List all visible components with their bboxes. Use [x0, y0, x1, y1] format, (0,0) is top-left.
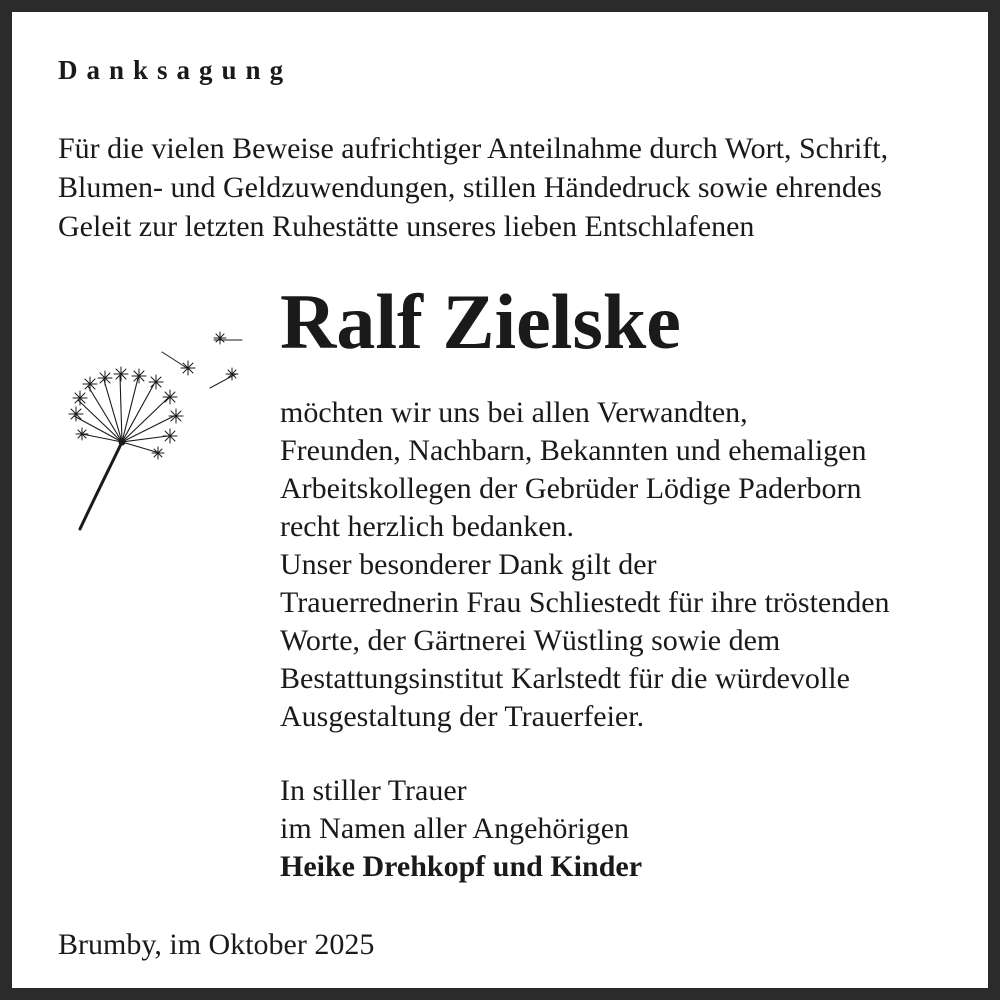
- thanks-line: Bestattungsinstitut Karlstedt für die würdevolle: [280, 662, 850, 695]
- thanks-line: Arbeitskollegen der Gebrüder Lödige Paderborn: [280, 472, 862, 505]
- intro-line: Geleit zur letzten Ruhestätte unseres lieben Entschlafenen: [58, 210, 755, 243]
- notice-heading: Danksagung: [58, 55, 293, 85]
- thanks-line: Trauerrednerin Frau Schliestedt für ihre tröstenden: [280, 586, 890, 619]
- thanks-line: Freunden, Nachbarn, Bekannten und ehemaligen: [280, 434, 867, 467]
- signer-name: Heike Drehkopf und Kinder: [280, 850, 643, 883]
- thanks-line: Worte, der Gärtnerei Wüstling sowie dem: [280, 624, 781, 657]
- intro-line: Für die vielen Beweise aufrichtiger Anteilnahme durch Wort, Schrift,: [58, 132, 889, 165]
- closing-block: [280, 772, 642, 886]
- closing-line: im Namen aller Angehörigen: [280, 812, 630, 845]
- intro-paragraph: [58, 129, 988, 246]
- deceased-name: Ralf Zielske: [280, 278, 681, 365]
- intro-line: Blumen- und Geldzuwendungen, stillen Händedruck sowie ehrendes: [58, 171, 882, 204]
- place-date: Brumby, im Oktober 2025: [58, 928, 375, 961]
- thanks-line: Ausgestaltung der Trauerfeier.: [280, 700, 645, 733]
- dandelion-icon: [64, 324, 254, 539]
- thanks-line: möchten wir uns bei allen Verwandten,: [280, 396, 748, 429]
- closing-line: In stiller Trauer: [280, 774, 467, 807]
- thanks-line: Unser besonderer Dank gilt der: [280, 548, 657, 581]
- thanks-line: recht herzlich bedanken.: [280, 510, 575, 543]
- thanks-paragraph: [280, 394, 990, 736]
